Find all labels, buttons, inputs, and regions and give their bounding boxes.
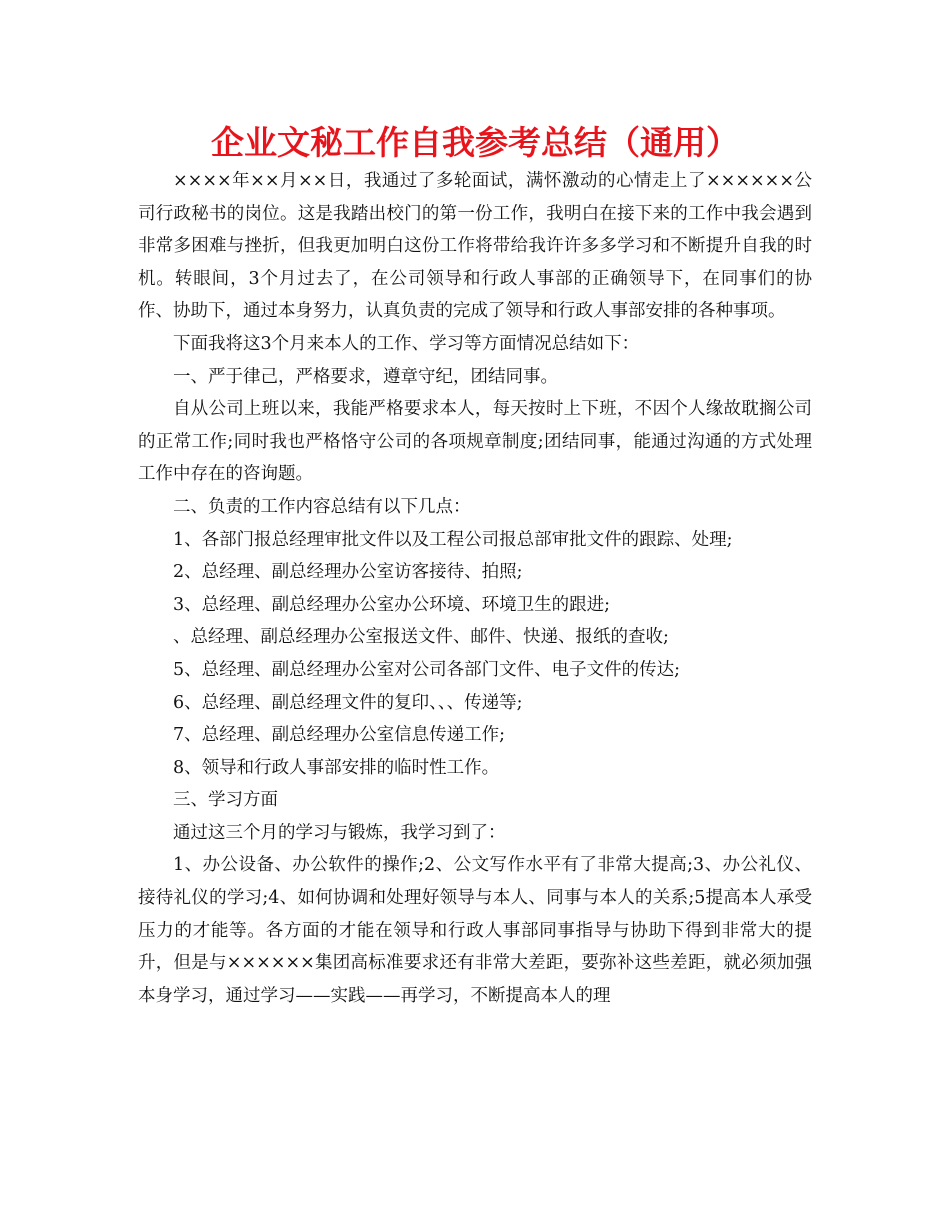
paragraph-summary-lead: 下面我将这3个月来本人的工作、学习等方面情况总结如下： (173, 333, 640, 354)
list-item-duty-4: 、总经理、副总经理办公室报送文件、邮件、快递、报纸的查收; (173, 627, 669, 648)
list-item-duty-7: 7、总经理、副总经理办公室信息传递工作; (173, 725, 506, 746)
paragraph-learning-lead: 通过这三个月的学习与锻炼，我学习到了： (173, 822, 506, 843)
list-item-duty-3: 3、总经理、副总经理办公室办公环境、环境卫生的跟进; (173, 594, 611, 615)
paragraph-intro: ××××年××月××日，我通过了多轮面试，满怀激动的心情走上了××××××公司行政秘书的岗位。这是我踏出校门的第一份工作，我明白在接下来的工作中我会遇到非常多困难与挫折，但我更加明白这份工作将带给我许许多多学习和不断提升自我的时机。转眼间，3个月过去了，在公司领导和行政人事部的正确领导下，在同事们的协作、协助下，通过本身努力，认真负责的完成了领导和行政人事部安排的各种事项。 (138, 171, 812, 322)
section-heading-1: 一、严于律己，严格要求，遵章守纪，团结同事。 (173, 366, 558, 387)
section-heading-2: 二、负责的工作内容总结有以下几点： (173, 496, 471, 517)
document-title: 企业文秘工作自我参考总结（通用） (211, 123, 739, 162)
list-item-duty-1: 1、各部门报总经理审批文件以及工程公司报总部审批文件的跟踪、处理; (173, 529, 733, 550)
list-item-duty-5: 5、总经理、副总经理办公室对公司各部门文件、电子文件的传达; (173, 659, 681, 680)
list-item-duty-6: 6、总经理、副总经理文件的复印、、、传递等; (173, 692, 523, 713)
paragraph-learning-detail: 1、办公设备、办公软件的操作;2、公文写作水平有了非常大提高;3、办公礼仪、接待礼仪的学习;4、如何协调和处理好领导与本人、同事与本人的关系;5提高本人承受压力的才能等。各方面的才能在领导和行政人事部同事指导与协助下得到非常大的提升，但是与××××××集团高标准要求还有非常大差距，要弥补这些差距，就必须加强本身学习，通过学习——实践——再学习，不断提高本人的理 (138, 855, 812, 1006)
paragraph-discipline: 自从公司上班以来，我能严格要求本人，每天按时上下班，不因个人缘故耽搁公司的正常工作;同时我也严格恪守公司的各项规章制度;团结同事，能通过沟通的方式处理工作中存在的咨询题。 (138, 399, 812, 485)
list-item-duty-2: 2、总经理、副总经理办公室访客接待、拍照; (173, 562, 523, 583)
document-body (138, 165, 812, 1012)
section-heading-3: 三、学习方面 (173, 790, 278, 811)
list-item-duty-8: 8、领导和行政人事部安排的临时性工作。 (173, 757, 500, 778)
